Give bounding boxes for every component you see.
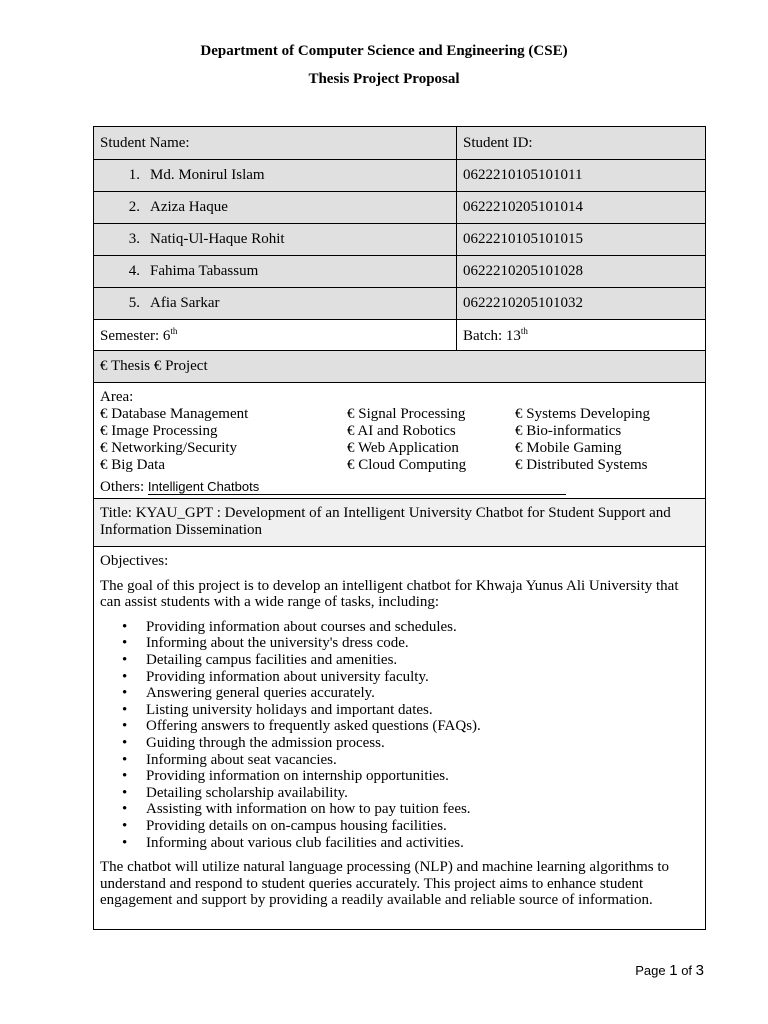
area-option: € Big Data	[100, 457, 165, 473]
student-id: 0622210105101011	[457, 160, 706, 192]
area-option: € Cloud Computing	[347, 457, 467, 473]
list-item: • Providing information about courses and schedules.	[100, 619, 699, 636]
student-id: 0622210105101015	[457, 224, 706, 256]
objectives-label: Objectives:	[100, 553, 169, 569]
others-label: Others:	[100, 479, 148, 495]
others-line	[100, 479, 699, 496]
student-name: Aziza Haque	[150, 199, 228, 215]
others-value: Intelligent Chatbots	[148, 480, 566, 495]
list-item: • Offering answers to frequently asked questions (FAQs).	[100, 718, 699, 735]
table-row	[94, 288, 706, 320]
table-row	[94, 192, 706, 224]
list-item: • Providing information about university faculty.	[100, 669, 699, 686]
objectives-list	[100, 619, 699, 851]
list-item: • Informing about various club facilities and activities.	[100, 835, 699, 852]
student-name-label: Student Name:	[94, 127, 457, 160]
list-item: • Providing details on on-campus housing facilities.	[100, 818, 699, 835]
semester-batch-row	[94, 320, 706, 351]
student-id: 0622210205101014	[457, 192, 706, 224]
total-pages: 3	[695, 962, 704, 979]
batch-field: Batch: 13th	[457, 320, 706, 351]
thesis-project-choice: € Thesis € Project	[94, 351, 706, 383]
student-number: 2.	[128, 199, 140, 215]
student-number: 4.	[128, 263, 140, 279]
student-number: 3.	[128, 231, 140, 247]
student-number: 1.	[128, 167, 140, 183]
table-row	[94, 160, 706, 192]
area-option: € Networking/Security	[100, 440, 238, 456]
project-title: Title: KYAU_GPT : Development of an Intelligent University Chatbot for Student Support and Information Dissemination	[94, 499, 706, 547]
area-option: € Mobile Gaming	[515, 440, 622, 456]
semester-field: Semester: 6th	[94, 320, 457, 351]
type-row	[94, 351, 706, 383]
document-title: Thesis Project Proposal	[308, 71, 460, 87]
objectives-intro: The goal of this project is to develop an intelligent chatbot for Khwaja Yunus Ali University that can assist students with a wide range of tasks, including:	[100, 577, 679, 611]
area-option: € Web Application	[347, 440, 459, 456]
student-name: Natiq-Ul-Haque Rohit	[150, 231, 285, 247]
area-option: € Image Processing	[100, 423, 218, 439]
student-name: Fahima Tabassum	[150, 263, 259, 279]
list-item: • Informing about the university's dress code.	[100, 635, 699, 652]
area-option: € Signal Processing	[347, 406, 466, 422]
proposal-form-table	[93, 126, 706, 930]
student-name: Afia Sarkar	[150, 295, 220, 311]
area-option: € Database Management	[100, 406, 249, 422]
list-item: • Guiding through the admission process.	[100, 735, 699, 752]
department-heading: Department of Computer Science and Engineering (CSE)	[200, 43, 568, 59]
title-row	[94, 499, 706, 547]
area-option: € Bio-informatics	[515, 423, 622, 439]
student-id: 0622210205101028	[457, 256, 706, 288]
list-item: • Providing information on internship opportunities.	[100, 768, 699, 785]
objectives-outro: The chatbot will utilize natural language processing (NLP) and machine learning algorithms to understand and respond to student queries accurately. This project aims to enhance student engagement and support by providing a readily available and reliable source of information.	[100, 859, 669, 909]
student-header-row	[94, 127, 706, 160]
student-id: 0622210205101032	[457, 288, 706, 320]
area-label: Area:	[100, 389, 134, 405]
list-item: • Detailing scholarship availability.	[100, 785, 699, 802]
area-option: € Distributed Systems	[515, 457, 648, 473]
objectives-row	[94, 547, 706, 930]
area-option: € Systems Developing	[515, 406, 650, 422]
student-number: 5.	[128, 295, 140, 311]
area-option: € AI and Robotics	[347, 423, 456, 439]
list-item: • Detailing campus facilities and amenities.	[100, 652, 699, 669]
area-options	[100, 406, 699, 474]
list-item: • Assisting with information on how to pay tuition fees.	[100, 801, 699, 818]
list-item: • Listing university holidays and important dates.	[100, 702, 699, 719]
student-name: Md. Monirul Islam	[150, 167, 265, 183]
student-id-label: Student ID:	[457, 127, 706, 160]
current-page: 1	[669, 962, 678, 979]
page-number: Page 1 of 3	[635, 962, 704, 979]
list-item: • Informing about seat vacancies.	[100, 752, 699, 769]
table-row	[94, 224, 706, 256]
list-item: • Answering general queries accurately.	[100, 685, 699, 702]
table-row	[94, 256, 706, 288]
area-row	[94, 383, 706, 499]
